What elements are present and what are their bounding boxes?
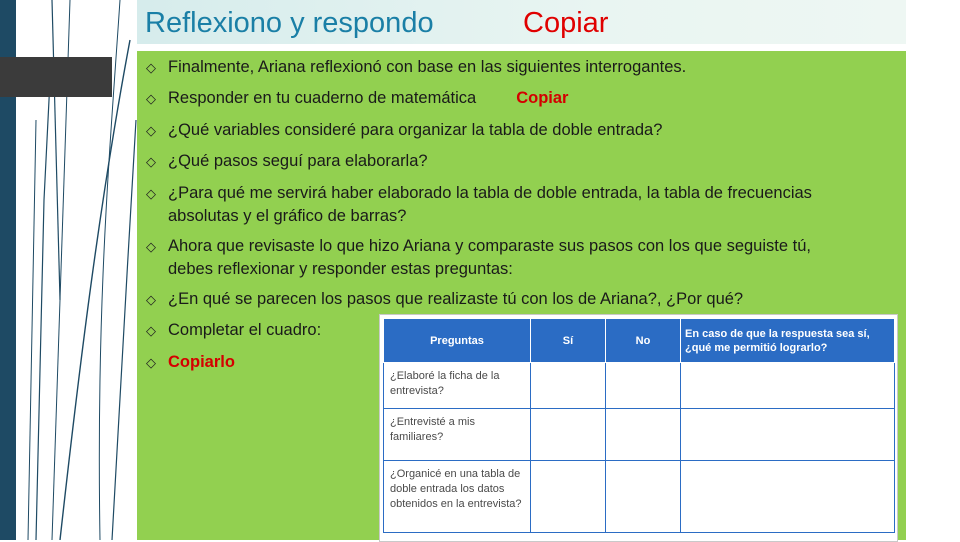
diamond-bullet-icon: ◇ [146,123,156,138]
copy-label: Copiar [516,89,569,107]
answer-cell [681,461,895,533]
no-cell [606,363,681,409]
bullet-item [146,351,235,374]
header-questions: Preguntas [384,319,531,363]
diamond-bullet-icon: ◇ [146,323,156,338]
bullet-item: ◇ ¿Qué pasos seguí para elaborarla? [146,150,428,173]
questions-table-image [379,314,898,542]
header-explanation: En caso de que la respuesta sea sí, ¿qué me permitió lograrlo? [681,319,895,363]
diamond-bullet-icon: ◇ [146,186,156,201]
header-yes: Sí [531,319,606,363]
diamond-bullet-icon: ◇ [146,355,156,370]
diamond-bullet-icon: ◇ [146,91,156,106]
diamond-bullet-icon: ◇ [146,239,156,254]
bullet-item: ◇ Ahora que revisaste lo que hizo Ariana y comparaste sus pasos con los que seguiste tú, debes reflexionar y responder estas preguntas: [146,237,811,278]
yes-cell [531,409,606,461]
bullet-item: ◇ Completar el cuadro: [146,319,321,342]
copy-title-label: Copiar [523,7,609,39]
question-cell: ¿Elaboré la ficha de la entrevista? [384,363,531,409]
bullet-item: ◇ ¿En qué se parecen los pasos que realizaste tú con los de Ariana?, ¿Por qué? [146,288,743,311]
yes-cell [531,363,606,409]
table-header-row [384,319,895,363]
question-cell: ¿Entrevisté a mis familiares? [384,409,531,461]
questions-table [383,318,895,533]
header-no: No [606,319,681,363]
no-cell [606,461,681,533]
no-cell [606,409,681,461]
diamond-bullet-icon: ◇ [146,60,156,75]
table-row [384,461,895,533]
question-cell: ¿Organicé en una tabla de doble entrada los datos obtenidos en la entrevista? [384,461,531,533]
title-bar [137,0,906,44]
bullet-item: ◇ ¿Qué variables consideré para organizar la tabla de doble entrada? [146,119,662,142]
table-row [384,363,895,409]
bullet-item: ◇ Finalmente, Ariana reflexionó con base en las siguientes interrogantes. [146,56,686,79]
answer-cell [681,363,895,409]
bullet-item: ◇ ¿Para qué me servirá haber elaborado la tabla de doble entrada, la tabla de frecuencias absolutas y el gráfico de barras? [146,184,812,225]
answer-cell [681,409,895,461]
diamond-bullet-icon: ◇ [146,292,156,307]
table-row [384,409,895,461]
copy-label: Copiarlo [168,353,235,371]
bullet-item: ◇ Responder en tu cuaderno de matemática Copiar [146,87,568,110]
yes-cell [531,461,606,533]
slide-tab-marker [0,57,112,97]
page-title: Reflexiono y respondo [145,7,434,39]
diamond-bullet-icon: ◇ [146,154,156,169]
